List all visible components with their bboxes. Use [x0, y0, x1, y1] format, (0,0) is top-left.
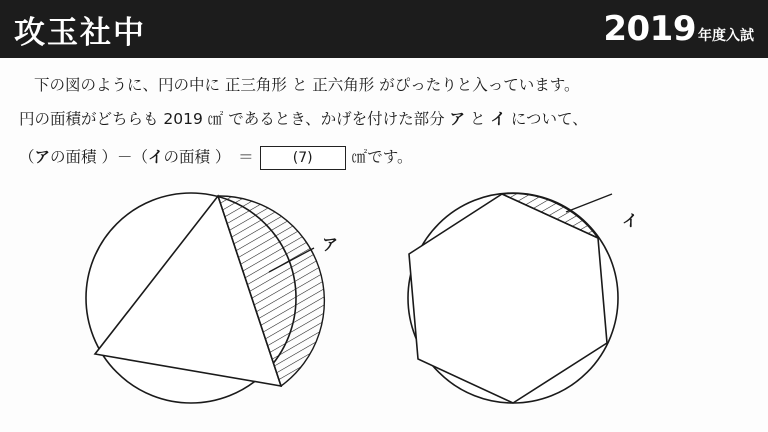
problem-line-1: 下の図のように、円の中に 正三角形 と 正六角形 がぴったりと入っています。 [34, 76, 580, 94]
problem-line-2-part-a: 円の面積がどちらも 2019 ㎠ であるとき、かげを付けた部分 [19, 110, 450, 128]
school-name: 攻玉社中 [14, 14, 146, 51]
label-ref-i: イ [490, 110, 506, 128]
figure-circle-triangle [78, 180, 338, 430]
exam-year-number: 2019 [603, 9, 696, 49]
figure-circle-hexagon [400, 180, 660, 430]
header-bar [0, 0, 768, 58]
exam-year [603, 9, 754, 49]
figure-label-i: イ [622, 211, 639, 230]
label-ref-a: ア [449, 110, 466, 128]
figure-label-a: ア [322, 235, 339, 254]
problem-line-3-part-c: の面積 ） ＝ [163, 148, 254, 167]
problem-line-3 [19, 146, 412, 170]
label-ref-a-2: ア [34, 148, 51, 167]
problem-line-3-part-b: の面積 ）－（ [50, 148, 148, 167]
leader-line-i [566, 194, 612, 212]
problem-line-3-end: です。 [367, 148, 413, 167]
answer-input-box[interactable]: (7) [260, 146, 346, 170]
problem-line-2-part-b: と [465, 110, 491, 128]
problem-line-2-part-c: について、 [505, 110, 588, 128]
label-ref-i-2: イ [147, 148, 164, 167]
exam-year-suffix: 年度入試 [698, 28, 754, 44]
problem-line-3-part-a: （ [19, 148, 35, 167]
figures-area [0, 180, 768, 432]
answer-unit: ㎠ [351, 148, 368, 167]
problem-line-2 [19, 111, 588, 128]
